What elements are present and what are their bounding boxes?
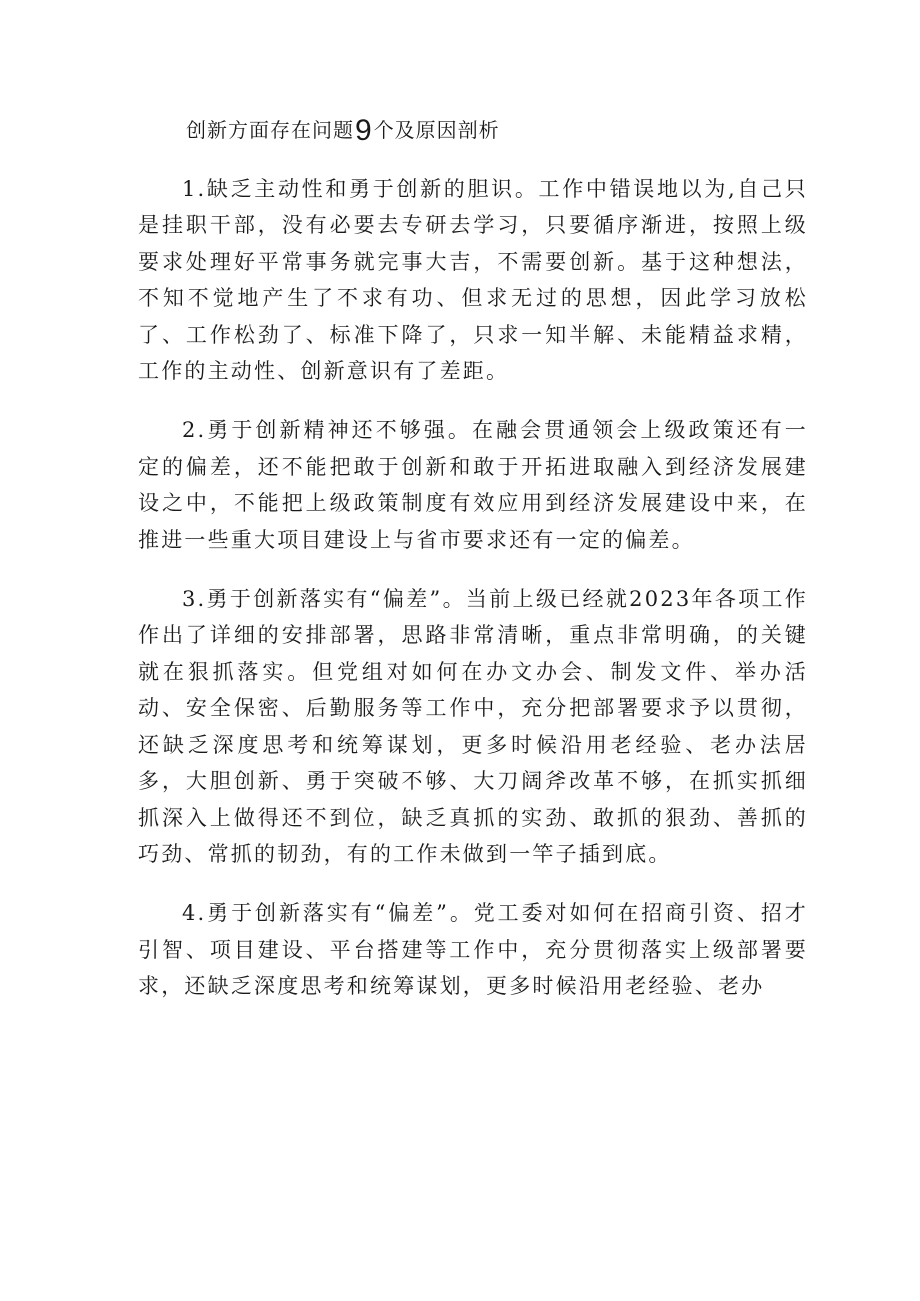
title-suffix: 个及原因剖析 (373, 118, 500, 142)
title-prefix: 创新方面存在问题 (186, 118, 354, 142)
paragraph-3: 3.勇于创新落实有“偏差”。当前上级已经就2023年各项工作作出了详细的安排部署，思路非常清晰，重点非常明确，的关键就在狠抓落实。但党组对如何在办文办会、制发文件、举办活动、安全保密、后勤服务等工作中，充分把部署要求予以贯彻，还缺乏深度思考和统筹谋划，更多时候沿用老经验、老办法居多，大胆创新、勇于突破不够、大刀阔斧改革不够，在抓实抓细抓深入上做得还不到位，缺乏真抓的实劲、敢抓的狠劲、善抓的巧劲、常抓的韧劲，有的工作未做到一竿子插到底。 (138, 587, 808, 866)
paragraph-1: 1.缺乏主动性和勇于创新的胆识。工作中错误地以为,自己只是挂职干部，没有必要去专研去学习，只要循序渐进，按照上级要求处理好平常事务就完事大吉，不需要创新。基于这种想法，不知不觉地产生了不求有功、但求无过的思想，因此学习放松了、工作松劲了、标准下降了，只求一知半解、未能精益求精，工作的主动性、创新意识有了差距。 (138, 177, 808, 384)
paragraph-2: 2.勇于创新精神还不够强。在融会贯通领会上级政策还有一定的偏差，还不能把敢于创新和敢于开拓进取融入到经济发展建设之中，不能把上级政策制度有效应用到经济发展建设中来，在推进一些重大项目建设上与省市要求还有一定的偏差。 (138, 418, 808, 552)
paragraph-4: 4.勇于创新落实有“偏差”。党工委对如何在招商引资、招才引智、项目建设、平台搭建等工作中，充分贯彻落实上级部署要求，还缺乏深度思考和统筹谋划，更多时候沿用老经验、老办 (138, 901, 808, 999)
document-title (138, 112, 808, 149)
title-number: 9 (355, 114, 373, 147)
document-page (138, 112, 808, 1028)
